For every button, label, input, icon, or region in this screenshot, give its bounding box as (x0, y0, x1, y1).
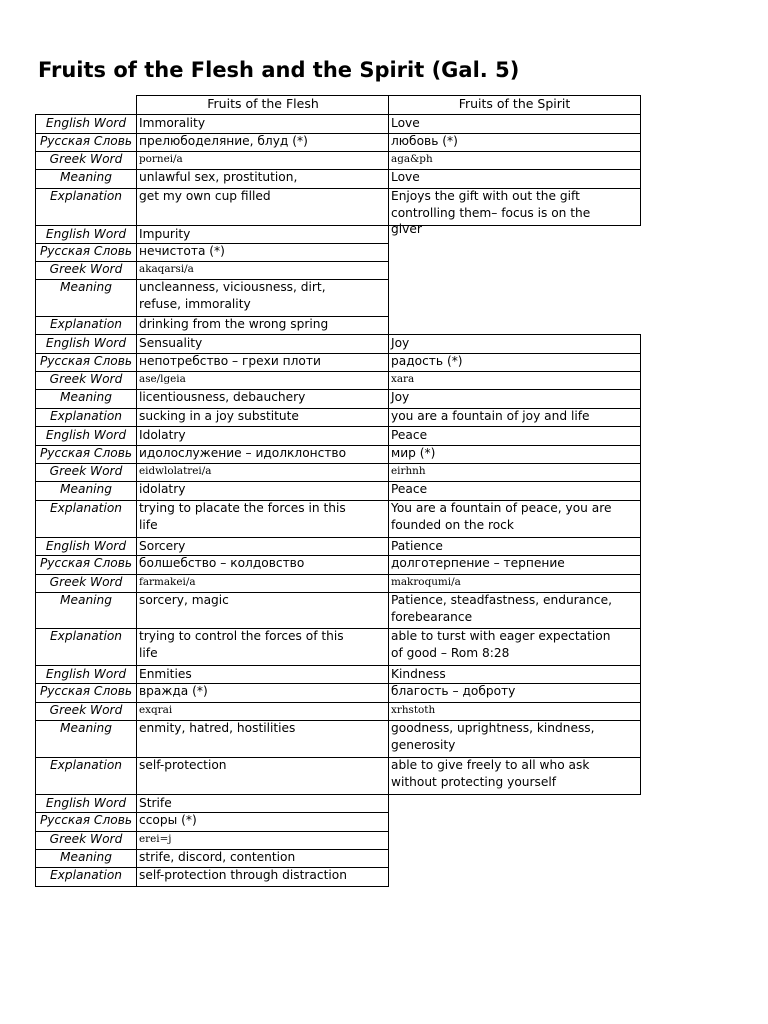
spirit-meaning: goodness, uprightness, kindness, generosity (388, 720, 641, 758)
flesh-greek-word: ase/lgeia (136, 371, 389, 390)
flesh-meaning: unlawful sex, prostitution, (136, 169, 389, 189)
flesh-english-word: Immorality (136, 114, 389, 134)
flesh-russian-word: идолослужение – идолклонство (136, 445, 389, 464)
flesh-russian-word: ссоры (*) (136, 812, 389, 832)
spirit-meaning: Joy (388, 389, 641, 409)
row-label-russian-word: Русская Словь (35, 133, 137, 152)
row-label-greek-word: Greek Word (35, 574, 137, 593)
spirit-russian-word: долготерпение – терпение (388, 555, 641, 575)
flesh-russian-word: прелюбоделяние, блуд (*) (136, 133, 389, 152)
row-label-meaning: Meaning (35, 279, 137, 317)
flesh-meaning: licentiousness, debauchery (136, 389, 389, 409)
row-label-english-word: English Word (35, 426, 137, 446)
spirit-explanation: Enjoys the gift with out the gift controlling them– focus is on the giver (388, 188, 641, 226)
flesh-greek-word: akaqarsi/a (136, 261, 389, 280)
spirit-russian-word: мир (*) (388, 445, 641, 464)
flesh-russian-word: нечистота (*) (136, 243, 389, 262)
row-label-explanation: Explanation (35, 867, 137, 887)
flesh-greek-word: exqrai (136, 702, 389, 721)
row-label-greek-word: Greek Word (35, 463, 137, 482)
flesh-explanation: drinking from the wrong spring (136, 316, 389, 335)
row-label-russian-word: Русская Словь (35, 812, 137, 832)
spirit-explanation: you are a fountain of joy and life (388, 408, 641, 427)
row-label-greek-word: Greek Word (35, 261, 137, 280)
spirit-greek-word: xrhstoth (388, 702, 641, 721)
flesh-english-word: Sorcery (136, 537, 389, 556)
flesh-english-word: Strife (136, 794, 389, 813)
flesh-meaning: strife, discord, contention (136, 849, 389, 868)
row-label-russian-word: Русская Словь (35, 243, 137, 262)
row-label-meaning: Meaning (35, 169, 137, 189)
row-label-russian-word: Русская Словь (35, 683, 137, 703)
flesh-greek-word: eidwlolatrei/a (136, 463, 389, 482)
page-title: Fruits of the Flesh and the Spirit (Gal. 5) (38, 58, 520, 82)
row-label-russian-word: Русская Словь (35, 445, 137, 464)
header-spirit: Fruits of the Spirit (388, 95, 641, 115)
spirit-explanation: You are a fountain of peace, you are founded on the rock (388, 500, 641, 538)
row-label-russian-word: Русская Словь (35, 555, 137, 575)
row-label-english-word: English Word (35, 225, 137, 244)
flesh-explanation: get my own cup filled (136, 188, 389, 226)
flesh-meaning: uncleanness, viciousness, dirt, refuse, immorality (136, 279, 389, 317)
header-flesh: Fruits of the Flesh (136, 95, 389, 115)
row-label-english-word: English Word (35, 334, 137, 354)
flesh-english-word: Idolatry (136, 426, 389, 446)
flesh-explanation: sucking in a joy substitute (136, 408, 389, 427)
row-label-greek-word: Greek Word (35, 151, 137, 170)
flesh-english-word: Sensuality (136, 334, 389, 354)
spirit-english-word: Kindness (388, 665, 641, 684)
flesh-meaning: idolatry (136, 481, 389, 501)
spirit-explanation: able to give freely to all who ask without protecting yourself (388, 757, 641, 795)
row-label-explanation: Explanation (35, 316, 137, 335)
flesh-english-word: Impurity (136, 225, 389, 244)
flesh-english-word: Enmities (136, 665, 389, 684)
spirit-love-explanation-border (388, 188, 641, 226)
spirit-russian-word: любовь (*) (388, 133, 641, 152)
flesh-russian-word: вражда (*) (136, 683, 389, 703)
flesh-explanation: self-protection through distraction (136, 867, 389, 887)
row-label-explanation: Explanation (35, 408, 137, 427)
flesh-russian-word: непотребство – грехи плоти (136, 353, 389, 372)
row-label-meaning: Meaning (35, 720, 137, 758)
row-label-english-word: English Word (35, 537, 137, 556)
row-label-english-word: English Word (35, 665, 137, 684)
spirit-greek-word: makroqumi/a (388, 574, 641, 593)
flesh-explanation: trying to placate the forces in this life (136, 500, 389, 538)
spirit-explanation: able to turst with eager expectation of good – Rom 8:28 (388, 628, 641, 666)
flesh-explanation: self-protection (136, 757, 389, 795)
row-label-greek-word: Greek Word (35, 702, 137, 721)
spirit-meaning: Peace (388, 481, 641, 501)
spirit-greek-word: aga&ph (388, 151, 641, 170)
flesh-greek-word: erei=j (136, 831, 389, 850)
spirit-greek-word: eirhnh (388, 463, 641, 482)
flesh-meaning: enmity, hatred, hostilities (136, 720, 389, 758)
row-label-meaning: Meaning (35, 849, 137, 868)
spirit-english-word: Joy (388, 334, 641, 354)
row-label-meaning: Meaning (35, 389, 137, 409)
row-label-greek-word: Greek Word (35, 371, 137, 390)
row-label-english-word: English Word (35, 114, 137, 134)
spirit-english-word: Peace (388, 426, 641, 446)
spirit-greek-word: xara (388, 371, 641, 390)
row-label-explanation: Explanation (35, 757, 137, 795)
spirit-english-word: Love (388, 114, 641, 134)
flesh-explanation: trying to control the forces of this life (136, 628, 389, 666)
row-label-explanation: Explanation (35, 188, 137, 226)
row-label-meaning: Meaning (35, 592, 137, 629)
flesh-russian-word: болшебство – колдовство (136, 555, 389, 575)
row-label-meaning: Meaning (35, 481, 137, 501)
spirit-english-word: Patience (388, 537, 641, 556)
spirit-meaning: Patience, steadfastness, endurance, forebearance (388, 592, 641, 629)
flesh-greek-word: farmakei/a (136, 574, 389, 593)
spirit-meaning: Love (388, 169, 641, 189)
row-label-english-word: English Word (35, 794, 137, 813)
flesh-meaning: sorcery, magic (136, 592, 389, 629)
row-label-russian-word: Русская Словь (35, 353, 137, 372)
row-label-explanation: Explanation (35, 500, 137, 538)
flesh-greek-word: pornei/a (136, 151, 389, 170)
spirit-russian-word: благость – доброту (388, 683, 641, 703)
row-label-explanation: Explanation (35, 628, 137, 666)
row-label-greek-word: Greek Word (35, 831, 137, 850)
spirit-russian-word: радость (*) (388, 353, 641, 372)
